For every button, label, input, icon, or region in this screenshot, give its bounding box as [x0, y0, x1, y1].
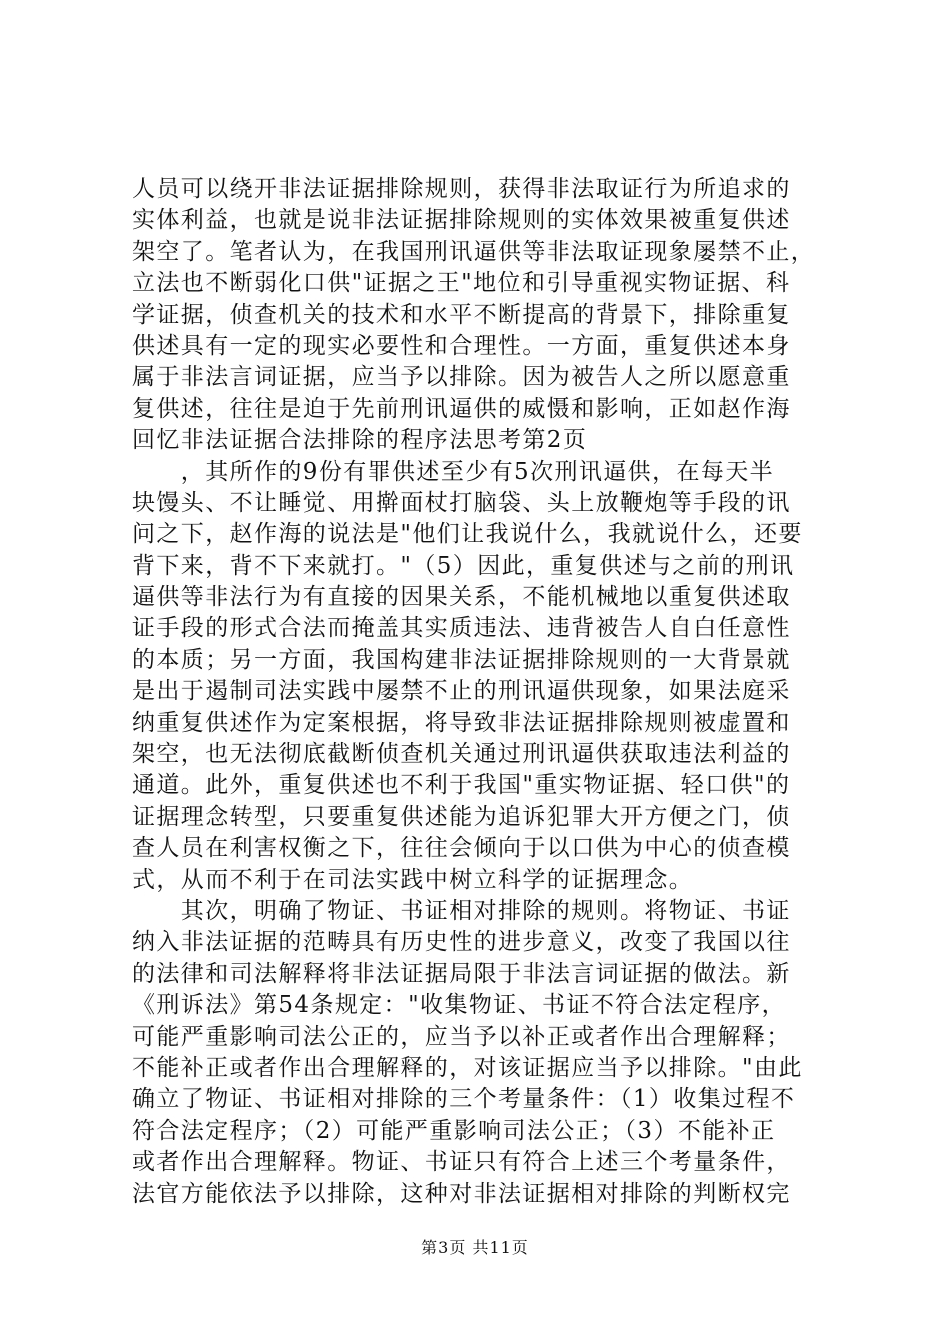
text-line: 属于非法言词证据，应当予以排除。因为被告人之所以愿意重	[132, 364, 791, 391]
text-line: 学证据，侦查机关的技术和水平不断提高的背景下，排除重复	[132, 301, 791, 328]
text-line: 复供述，往往是迫于先前刑讯逼供的威慑和影响，正如赵作海	[132, 395, 791, 422]
text-line: 纳入非法证据的范畴具有历史性的进步意义，改变了我国以往	[132, 929, 791, 956]
text-line: 法官方能依法予以排除，这种对非法证据相对排除的判断权完	[132, 1180, 791, 1207]
text-line: 证手段的形式合法而掩盖其实质违法、违背被告人自白任意性	[132, 615, 791, 642]
text-line: 供述具有一定的现实必要性和合理性。一方面，重复供述本身	[132, 332, 791, 359]
text-line: 块馒头、不让睡觉、用擀面杖打脑袋、头上放鞭炮等手段的讯	[132, 489, 791, 516]
text-line: 查人员在利害权衡之下，往往会倾向于以口供为中心的侦查模	[132, 835, 791, 862]
text-line: 或者作出合理解释。物证、书证只有符合上述三个考量条件，	[132, 1149, 791, 1176]
text-line: 架空，也无法彻底截断侦查机关通过刑讯逼供获取违法利益的	[132, 741, 791, 768]
text-line: 《刑诉法》第54条规定："收集物证、书证不符合法定程序，	[132, 992, 787, 1019]
text-line: 可能严重影响司法公正的，应当予以补正或者作出合理解释；	[132, 1023, 791, 1050]
text-line: 立法也不断弱化口供"证据之王"地位和引导重视实物证据、科	[132, 270, 791, 297]
text-line: 式，从而不利于在司法实践中树立科学的证据理念。	[132, 866, 694, 893]
text-line: 人员可以绕开非法证据排除规则，获得非法取证行为所追求的	[132, 176, 791, 202]
text-line: 纳重复供述作为定案根据，将导致非法证据排除规则被虚置和	[132, 709, 791, 736]
text-line: 证据理念转型，只要重复供述能为追诉犯罪大开方便之门，侦	[132, 803, 791, 830]
text-line: ，其所作的9份有罪供述至少有5次刑讯逼供，在每天半	[132, 458, 775, 485]
text-line: 背下来，背不下来就打。"（5）因此，重复供述与之前的刑讯	[132, 552, 795, 579]
text-line: 架空了。笔者认为，在我国刑讯逼供等非法取证现象屡禁不止，	[132, 238, 816, 265]
text-line: 问之下，赵作海的说法是"他们让我说什么，我就说什么，还要	[132, 521, 803, 548]
text-line: 不能补正或者作出合理解释的，对该证据应当予以排除。"由此	[132, 1054, 803, 1081]
text-line: 的法律和司法解释将非法证据局限于非法言词证据的做法。新	[132, 960, 791, 987]
text-line: 其次，明确了物证、书证相对排除的规则。将物证、书证	[132, 897, 791, 924]
text-line: 逼供等非法行为有直接的因果关系，不能机械地以重复供述取	[132, 584, 791, 611]
text-line: 符合法定程序；（2）可能严重影响司法公正；（3）不能补正	[132, 1117, 776, 1144]
text-line: 确立了物证、书证相对排除的三个考量条件：（1）收集过程不	[132, 1086, 796, 1113]
text-line: 回忆非法证据合法排除的程序法思考第2页	[132, 427, 588, 454]
text-line: 实体利益，也就是说非法证据排除规则的实体效果被重复供述	[132, 207, 791, 234]
text-line: 的本质；另一方面，我国构建非法证据排除规则的一大背景就	[132, 646, 791, 673]
text-line: 通道。此外，重复供述也不利于我国"重实物证据、轻口供"的	[132, 772, 791, 799]
page-footer: 第3页 共11页	[421, 1238, 529, 1257]
text-line: 是出于遏制司法实践中屡禁不止的刑讯逼供现象，如果法庭采	[132, 678, 791, 705]
body-text	[132, 174, 832, 1210]
